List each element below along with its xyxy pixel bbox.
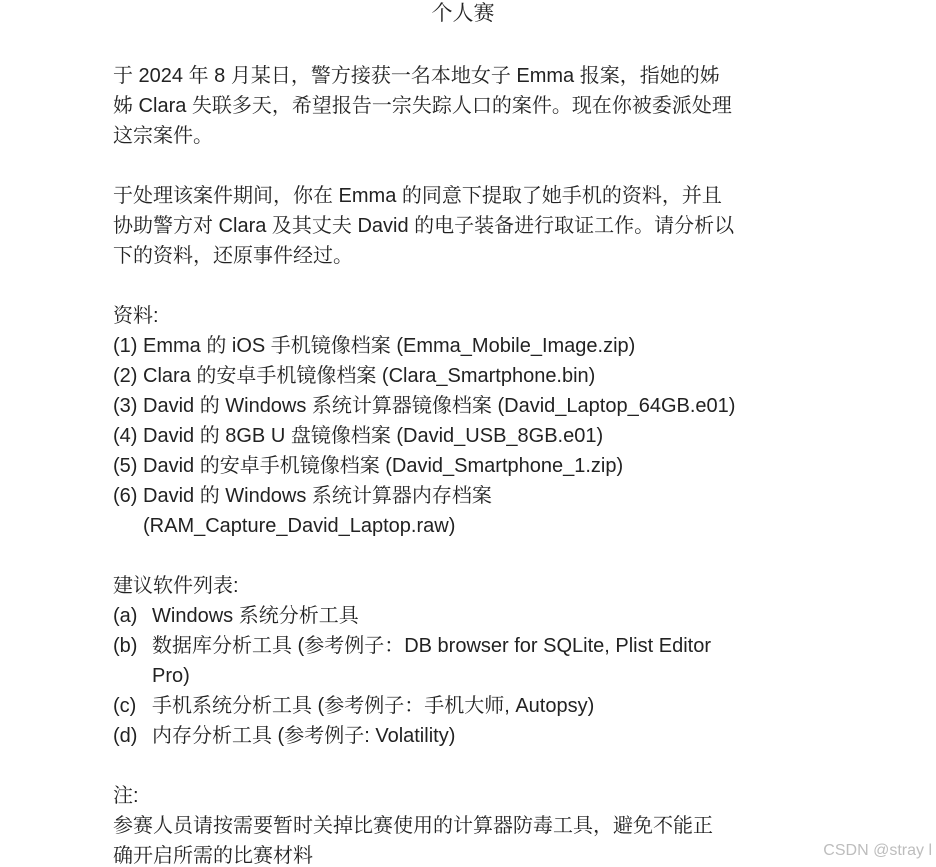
software-item-b: 数据库分析工具 (参考例子：DB browser for SQLite, Plist Editor <box>152 635 711 657</box>
material-item-2: (2) Clara 的安卓手机镜像档案 (Clara_Smartphone.bin) <box>113 365 596 387</box>
software-item-a: Windows 系统分析工具 <box>152 605 359 627</box>
material-item-4: (4) David 的 8GB U 盘镜像档案 (David_USB_8GB.e01) <box>113 425 604 447</box>
note-heading: 注: <box>113 785 139 807</box>
intro-paragraph-2-line-2: 协助警方对 Clara 及其丈夫 David 的电子装备进行取证工作。请分析以 <box>113 215 735 237</box>
material-item-6-continuation: (RAM_Capture_David_Laptop.raw) <box>143 515 456 537</box>
materials-heading: 资料: <box>113 305 159 327</box>
software-heading: 建议软件列表: <box>113 575 239 597</box>
note-line-1: 参赛人员请按需要暂时关掉比赛使用的计算器防毒工具，避免不能正 <box>113 815 713 837</box>
document-title: 个人赛 <box>431 2 495 25</box>
intro-paragraph-2-line-1: 于处理该案件期间，你在 Emma 的同意下提取了她手机的资料，并且 <box>113 185 722 207</box>
software-item-c: 手机系统分析工具 (参考例子：手机大师, Autopsy) <box>152 695 595 717</box>
material-item-1: (1) Emma 的 iOS 手机镜像档案 (Emma_Mobile_Image.zip) <box>113 335 636 357</box>
material-item-3: (3) David 的 Windows 系统计算器镜像档案 (David_Laptop_64GB.e01) <box>113 395 736 417</box>
software-item-d: 内存分析工具 (参考例子: Volatility) <box>152 725 456 747</box>
material-item-6: (6) David 的 Windows 系统计算器内存档案 <box>113 485 492 507</box>
csdn-watermark: CSDN @stray l <box>823 842 932 859</box>
intro-paragraph-1-line-2: 姊 Clara 失联多天，希望报告一宗失踪人口的案件。现在你被委派处理 <box>113 95 732 117</box>
note-line-2: 确开启所需的比赛材料 <box>113 845 313 867</box>
software-item-b-continuation: Pro) <box>152 665 190 687</box>
intro-paragraph-1-line-1: 于 2024 年 8 月某日，警方接获一名本地女子 Emma 报案，指她的姊 <box>113 65 720 87</box>
software-item-b-marker: (b) <box>113 635 138 657</box>
intro-paragraph-2-line-3: 下的资料，还原事件经过。 <box>113 245 353 267</box>
software-item-a-marker: (a) <box>113 605 138 627</box>
material-item-5: (5) David 的安卓手机镜像档案 (David_Smartphone_1.zip) <box>113 455 624 477</box>
intro-paragraph-1-line-3: 这宗案件。 <box>113 125 213 147</box>
software-item-c-marker: (c) <box>113 695 137 717</box>
software-item-d-marker: (d) <box>113 725 138 747</box>
